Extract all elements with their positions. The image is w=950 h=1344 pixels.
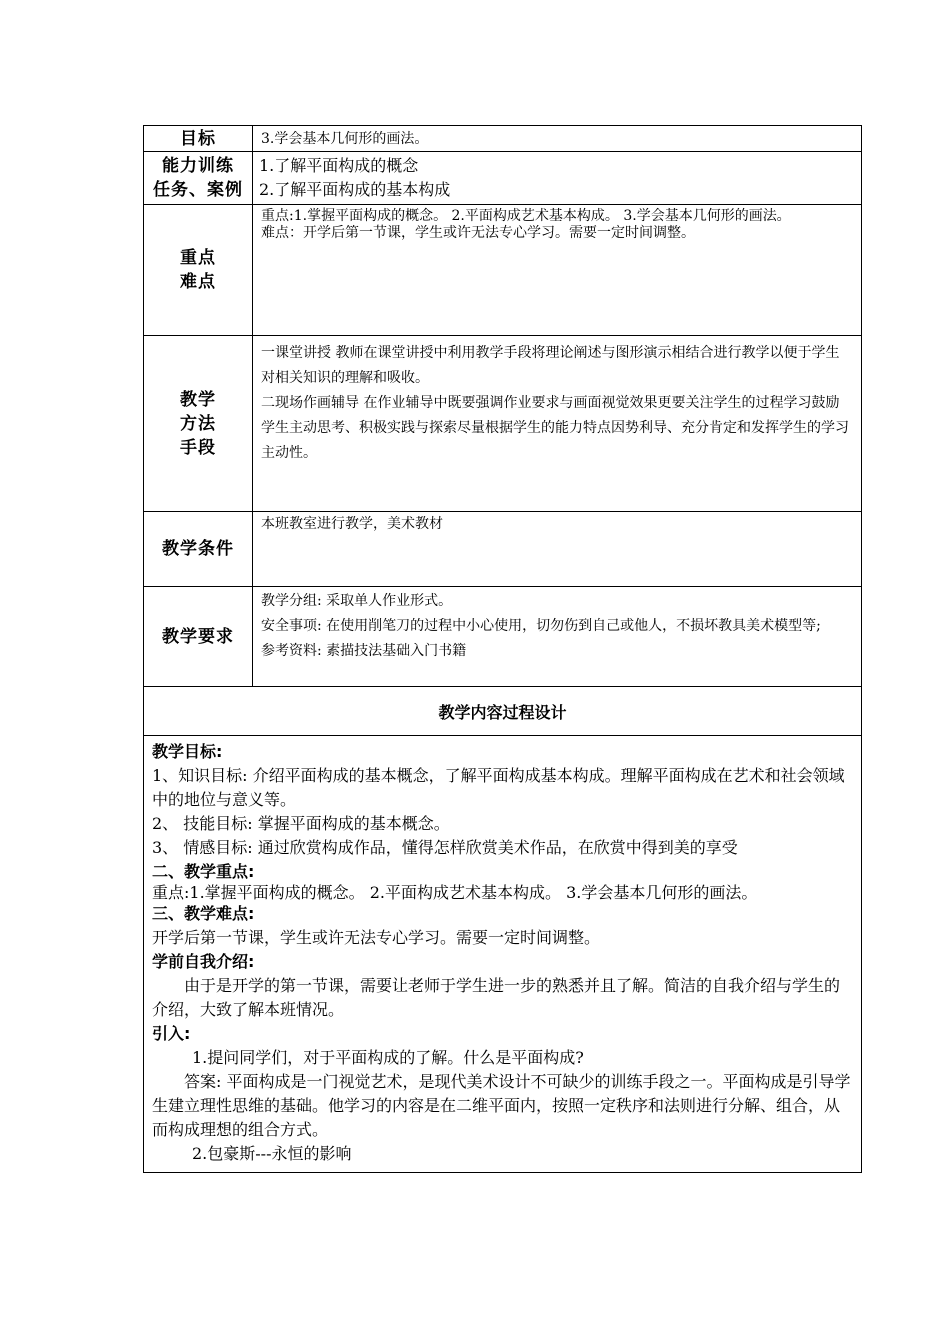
content-body	[144, 736, 862, 1173]
row-content	[144, 736, 862, 1173]
intro-text: 由于是开学的第一节课，需要让老师于学生进一步的熟悉并且了解。简洁的自我介绍与学生的介绍，大致了解本班情况。	[152, 976, 841, 1019]
goal-line: 2、 技能目标: 掌握平面构成的基本概念。	[152, 814, 450, 833]
value-goal: 3.学会基本几何形的画法。	[253, 126, 862, 152]
method-line: 一课堂讲授 教师在课堂讲授中利用教学手段将理论阐述与图形演示相结合进行教学以便于学生对相关知识的理解和吸收。	[261, 345, 840, 386]
lesson-plan-page	[143, 125, 862, 1173]
method-line: 二现场作画辅导 在作业辅导中既要强调作业要求与画面视觉效果更要关注学生的过程学习鼓励学生主动思考、积极实践与探索尽量根据学生的能力特点因势利导、充分肯定和发挥学生的学习主动性。	[261, 395, 849, 461]
value-ability	[253, 152, 862, 205]
key-heading: 二、教学重点:	[152, 862, 255, 881]
key-text: 重点:1.掌握平面构成的概念。 2.平面构成艺术基本构成。 3.学会基本几何形的画法。	[152, 883, 758, 902]
ability-item: 2.了解平面构成的基本构成	[259, 180, 451, 199]
requirement-line: 教学分组: 采取单人作业形式。	[261, 593, 453, 609]
goal-line: 1、知识目标: 介绍平面构成的基本概念，了解平面构成基本构成。理解平面构成在艺术和社会领域中的地位与意义等。	[152, 766, 845, 809]
label-keypoints	[144, 205, 253, 336]
lead-item-2: 2.包豪斯---永恒的影响	[192, 1144, 352, 1163]
lesson-plan-table	[143, 125, 862, 1173]
ability-item: 1.了解平面构成的概念	[259, 156, 419, 175]
difficulty-heading: 三、教学难点:	[152, 904, 255, 923]
lead-answer: 答案: 平面构成是一门视觉艺术，是现代美术设计不可缺少的训练手段之一。平面构成是引导学生建立理性思维的基础。他学习的内容是在二维平面内，按照一定秩序和法则进行分解、组合，从而构成理想的组合方式。	[152, 1072, 851, 1139]
lead-question: 1.提问同学们，对于平面构成的了解。什么是平面构成?	[192, 1048, 584, 1067]
goal-heading: 教学目标:	[152, 742, 223, 761]
intro-heading: 学前自我介绍:	[152, 952, 255, 971]
row-keypoints	[144, 205, 862, 336]
row-requirements	[144, 587, 862, 687]
label-keypoints-line1: 重点	[180, 248, 216, 268]
difficulty-text: 开学后第一节课，学生或许无法专心学习。需要一定时间调整。	[152, 928, 601, 947]
label-goal: 目标	[144, 126, 253, 152]
value-keypoints	[253, 205, 862, 336]
label-keypoints-line2: 难点	[180, 272, 216, 292]
label-conditions: 教学条件	[144, 512, 253, 587]
label-ability-line2: 任务、案例	[153, 180, 243, 200]
value-method	[253, 336, 862, 512]
row-ability	[144, 152, 862, 205]
row-section-title	[144, 687, 862, 736]
label-ability	[144, 152, 253, 205]
label-method-line3: 手段	[180, 437, 216, 458]
goal-line: 3、 情感目标: 通过欣赏构成作品，懂得怎样欣赏美术作品，在欣赏中得到美的享受	[152, 838, 738, 857]
value-conditions: 本班教室进行教学，美术教材	[253, 512, 862, 587]
lead-heading: 引入:	[152, 1024, 191, 1043]
label-method	[144, 336, 253, 512]
requirement-line: 参考资料: 素描技法基础入门书籍	[261, 643, 467, 659]
requirement-line: 安全事项: 在使用削笔刀的过程中小心使用，切勿伤到自己或他人，不损坏教具美术模型等;	[261, 618, 821, 634]
label-ability-line1: 能力训练	[162, 156, 234, 176]
label-method-line2: 方法	[180, 413, 216, 434]
value-requirements	[253, 587, 862, 687]
row-goal	[144, 126, 862, 152]
keypoints-line: 重点:1.掌握平面构成的概念。 2.平面构成艺术基本构成。 3.学会基本几何形的画法。	[261, 208, 791, 224]
row-conditions	[144, 512, 862, 587]
label-method-line1: 教学	[180, 389, 216, 410]
difficulty-line: 难点：开学后第一节课，学生或许无法专心学习。需要一定时间调整。	[261, 225, 695, 241]
label-requirements: 教学要求	[144, 587, 253, 687]
section-title: 教学内容过程设计	[144, 687, 862, 736]
row-method	[144, 336, 862, 512]
